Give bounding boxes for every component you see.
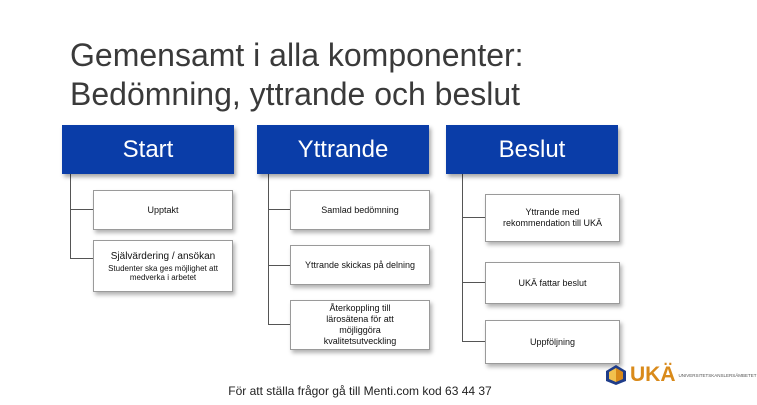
card-rekommendation <box>485 194 620 242</box>
header-beslut <box>446 125 618 174</box>
card-yttrande-delning <box>290 245 430 285</box>
header-yttrande <box>257 125 429 174</box>
card-samlad-bedomning <box>290 190 430 230</box>
card-label: Uppföljning <box>529 336 576 347</box>
header-start <box>62 125 234 174</box>
uka-logo-subtext: UNIVERSITETSKANSLERSÄMBETET <box>678 372 757 378</box>
uka-emblem-icon <box>605 364 627 386</box>
card-label: Yttrande skickas på delning <box>304 259 416 270</box>
card-label: Återkoppling till lärosätena för att möjliggöra kvalitetsutveckling <box>323 303 397 346</box>
uka-logo <box>605 363 757 386</box>
connector-yttrande-3 <box>268 174 291 325</box>
header-start-label: Start <box>122 135 174 163</box>
title-line-2: Bedömning, yttrande och beslut <box>70 76 521 112</box>
title-line-1: Gemensamt i alla komponenter: <box>70 37 524 73</box>
connector-beslut-3 <box>462 174 486 342</box>
header-beslut-label: Beslut <box>498 135 566 163</box>
card-uppfoljning <box>485 320 620 364</box>
connector-start-2 <box>70 174 94 259</box>
card-label: Yttrande med rekommendation till UKÄ <box>502 207 603 228</box>
card-label: UKÄ fattar beslut <box>518 277 587 288</box>
card-sublabel: Studenter ska ges möjlighet att medverka i arbetet <box>108 263 218 282</box>
card-upptakt <box>93 190 233 230</box>
card-sjalvvardering <box>93 240 233 292</box>
card-aterkoppling <box>290 300 430 350</box>
card-label: Samlad bedömning <box>321 204 399 215</box>
card-uka-beslut <box>485 262 620 304</box>
slide-title <box>70 36 670 114</box>
card-label: Självärdering / ansökan <box>110 250 216 262</box>
header-yttrande-label: Yttrande <box>297 135 389 163</box>
menti-footer: För att ställa frågor gå till Menti.com kod 63 44 37 <box>228 384 492 398</box>
card-label: Upptakt <box>147 204 179 215</box>
uka-logo-text: UKÄ <box>630 363 676 386</box>
